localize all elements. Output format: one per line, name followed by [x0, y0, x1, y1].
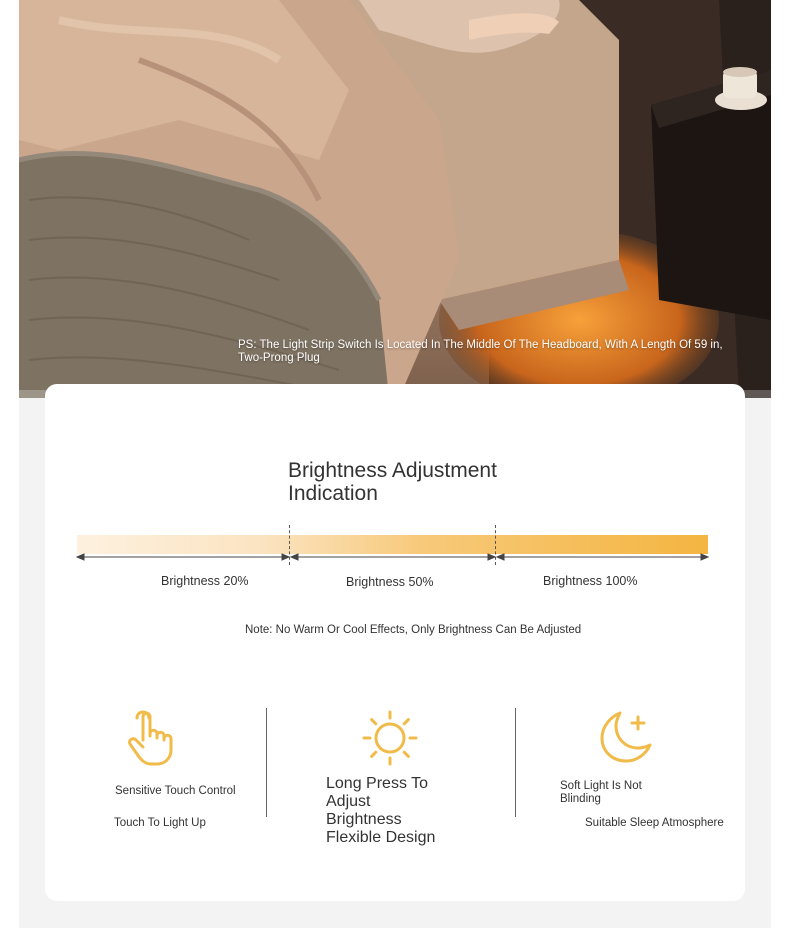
brightness-50-label: Brightness 50% — [346, 575, 434, 589]
feature-2-title — [326, 775, 476, 847]
sun-icon — [361, 709, 419, 767]
feature-3-line-2: Blinding — [560, 793, 601, 805]
photo-caption: PS: The Light Strip Switch Is Located In The Middle Of The Headboard, With A Length Of 59 in, Two-Prong Plug — [238, 339, 723, 364]
feature-2-line-2: Adjust — [326, 793, 371, 810]
brightness-card — [45, 384, 745, 901]
range-arrows — [75, 552, 711, 562]
feature-3-title — [560, 780, 670, 806]
feature-3-line-1: Soft Light Is Not — [560, 780, 642, 792]
moon-plus-icon — [598, 709, 656, 765]
feature-2-line-1: Long Press To — [326, 775, 428, 792]
adjustment-note: Note: No Warm Or Cool Effects, Only Brightness Can Be Adjusted — [245, 624, 582, 636]
feature-2-line-3: Brightness — [326, 811, 402, 828]
section-title-line-1: Brightness Adjustment — [288, 459, 497, 482]
feature-1-subtitle: Touch To Light Up — [114, 817, 206, 829]
section-title-line-2: Indication — [288, 482, 378, 505]
feature-2-line-4: Flexible Design — [326, 829, 436, 846]
feature-3-subtitle: Suitable Sleep Atmosphere — [585, 817, 724, 829]
feature-divider-1 — [266, 708, 267, 817]
brightness-100-label: Brightness 100% — [543, 574, 638, 588]
brightness-20-label: Brightness 20% — [161, 574, 249, 588]
hand-touch-icon — [125, 706, 181, 768]
section-title — [288, 459, 548, 505]
feature-divider-2 — [515, 708, 516, 817]
bedroom-photo — [19, 0, 771, 398]
feature-1-title: Sensitive Touch Control — [115, 785, 236, 797]
